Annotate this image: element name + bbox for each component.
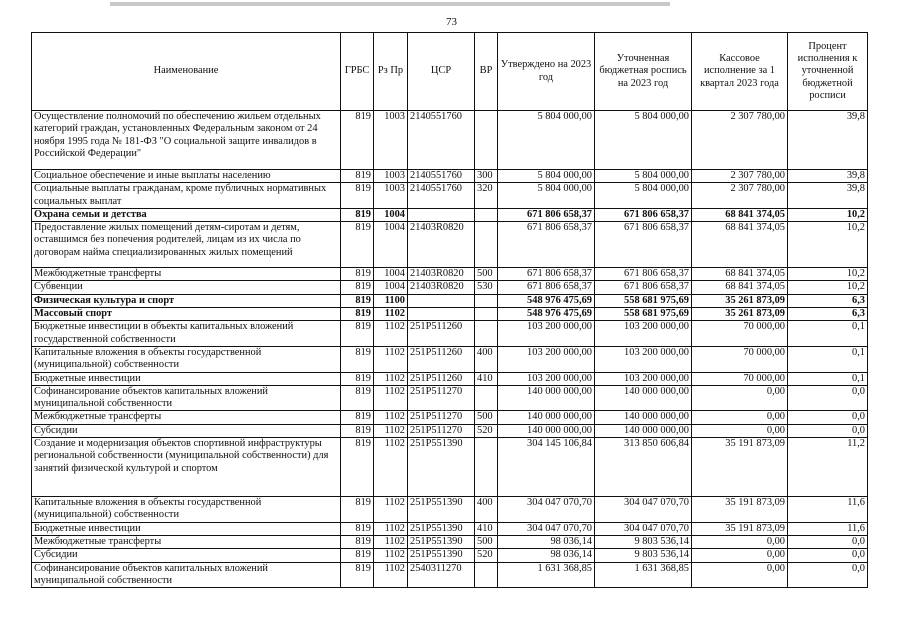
page-number: 73 xyxy=(446,16,457,28)
cell-vr: 400 xyxy=(475,497,498,523)
cell-name: Бюджетные инвестиции xyxy=(32,522,341,535)
cell-name: Бюджетные инвестиции xyxy=(32,372,341,385)
cell-vr: 530 xyxy=(475,281,498,294)
cell-csr xyxy=(408,208,475,221)
cell-refined: 9 803 536,14 xyxy=(595,535,692,548)
cell-name: Создание и модернизация объектов спортивной инфраструктуры региональной собственности (муниципальной собственности) для занятий физической культурой и спортом xyxy=(32,438,341,497)
cell-vr xyxy=(475,308,498,321)
header-refined: Уточненная бюджетная роспись на 2023 год xyxy=(595,33,692,111)
cell-grbs: 819 xyxy=(341,208,374,221)
cell-vr: 410 xyxy=(475,522,498,535)
header-csr: ЦСР xyxy=(408,33,475,111)
cell-rz-pr: 1004 xyxy=(374,208,408,221)
table-row xyxy=(32,549,868,562)
cell-cash: 0,00 xyxy=(692,424,788,437)
cell-refined: 140 000 000,00 xyxy=(595,411,692,424)
cell-refined: 671 806 658,37 xyxy=(595,281,692,294)
cell-percent: 6,3 xyxy=(788,308,868,321)
cell-approved: 103 200 000,00 xyxy=(498,321,595,347)
cell-cash: 0,00 xyxy=(692,385,788,411)
cell-name: Социальное обеспечение и иные выплаты населению xyxy=(32,170,341,183)
cell-approved: 5 804 000,00 xyxy=(498,183,595,209)
cell-approved: 548 976 475,69 xyxy=(498,294,595,307)
cell-refined: 313 850 606,84 xyxy=(595,438,692,497)
table-row xyxy=(32,268,868,281)
cell-approved: 1 631 368,85 xyxy=(498,562,595,588)
cell-cash: 68 841 374,05 xyxy=(692,208,788,221)
cell-csr: 21403R0820 xyxy=(408,281,475,294)
cell-percent: 0,0 xyxy=(788,535,868,548)
cell-vr xyxy=(475,321,498,347)
cell-approved: 304 047 070,70 xyxy=(498,497,595,523)
cell-refined: 558 681 975,69 xyxy=(595,308,692,321)
cell-refined: 9 803 536,14 xyxy=(595,549,692,562)
cell-approved: 671 806 658,37 xyxy=(498,208,595,221)
cell-name: Предоставление жилых помещений детям-сиротам и детям, оставшимся без попечения родителей, лицам из их числа по договорам найма специализированных жилых помещений xyxy=(32,222,341,268)
cell-vr: 500 xyxy=(475,535,498,548)
table-row xyxy=(32,522,868,535)
cell-grbs: 819 xyxy=(341,281,374,294)
cell-percent: 10,2 xyxy=(788,222,868,268)
cell-csr: 251P511270 xyxy=(408,411,475,424)
table-row xyxy=(32,183,868,209)
cell-cash: 68 841 374,05 xyxy=(692,281,788,294)
cell-csr: 21403R0820 xyxy=(408,222,475,268)
cell-vr xyxy=(475,385,498,411)
cell-rz-pr: 1102 xyxy=(374,411,408,424)
cell-percent: 0,0 xyxy=(788,549,868,562)
cell-name: Социальные выплаты гражданам, кроме публичных нормативных социальных выплат xyxy=(32,183,341,209)
cell-vr: 500 xyxy=(475,268,498,281)
cell-percent: 0,1 xyxy=(788,346,868,372)
cell-refined: 140 000 000,00 xyxy=(595,424,692,437)
cell-approved: 671 806 658,37 xyxy=(498,281,595,294)
cell-grbs: 819 xyxy=(341,424,374,437)
cell-rz-pr: 1102 xyxy=(374,424,408,437)
table-row xyxy=(32,497,868,523)
cell-approved: 671 806 658,37 xyxy=(498,222,595,268)
cell-cash: 35 261 873,09 xyxy=(692,308,788,321)
table-row xyxy=(32,222,868,268)
cell-csr: 2140551760 xyxy=(408,111,475,170)
cell-percent: 11,6 xyxy=(788,497,868,523)
scan-artifact-top xyxy=(110,2,670,6)
header-approved: Утверждено на 2023 год xyxy=(498,33,595,111)
cell-rz-pr: 1004 xyxy=(374,281,408,294)
cell-name: Межбюджетные трансферты xyxy=(32,411,341,424)
cell-vr: 320 xyxy=(475,183,498,209)
cell-cash: 68 841 374,05 xyxy=(692,222,788,268)
cell-refined: 103 200 000,00 xyxy=(595,372,692,385)
cell-csr: 251P551390 xyxy=(408,535,475,548)
cell-grbs: 819 xyxy=(341,222,374,268)
cell-vr xyxy=(475,222,498,268)
table-body xyxy=(32,111,868,588)
cell-approved: 5 804 000,00 xyxy=(498,170,595,183)
cell-name: Капитальные вложения в объекты государственной (муниципальной) собственности xyxy=(32,346,341,372)
cell-percent: 39,8 xyxy=(788,111,868,170)
cell-vr: 520 xyxy=(475,424,498,437)
cell-grbs: 819 xyxy=(341,535,374,548)
cell-approved: 304 047 070,70 xyxy=(498,522,595,535)
cell-csr: 251P551390 xyxy=(408,522,475,535)
cell-percent: 0,1 xyxy=(788,372,868,385)
header-name: Наименование xyxy=(32,33,341,111)
cell-refined: 558 681 975,69 xyxy=(595,294,692,307)
cell-percent: 10,2 xyxy=(788,268,868,281)
cell-refined: 103 200 000,00 xyxy=(595,321,692,347)
cell-percent: 39,8 xyxy=(788,183,868,209)
cell-cash: 0,00 xyxy=(692,535,788,548)
cell-cash: 0,00 xyxy=(692,549,788,562)
cell-refined: 5 804 000,00 xyxy=(595,111,692,170)
cell-cash: 2 307 780,00 xyxy=(692,183,788,209)
cell-rz-pr: 1102 xyxy=(374,549,408,562)
cell-percent: 39,8 xyxy=(788,170,868,183)
table-row xyxy=(32,424,868,437)
cell-rz-pr: 1102 xyxy=(374,535,408,548)
cell-grbs: 819 xyxy=(341,562,374,588)
cell-refined: 671 806 658,37 xyxy=(595,268,692,281)
cell-rz-pr: 1102 xyxy=(374,321,408,347)
table-row xyxy=(32,281,868,294)
table-row xyxy=(32,308,868,321)
cell-grbs: 819 xyxy=(341,372,374,385)
cell-csr: 2540311270 xyxy=(408,562,475,588)
cell-rz-pr: 1100 xyxy=(374,294,408,307)
table-row xyxy=(32,411,868,424)
cell-name: Осуществление полномочий по обеспечению жильем отдельных категорий граждан, установленных Федеральным законом от 24 ноября 1995 года № 181-ФЗ "О социальной защите инвалидов в Российской Федерации" xyxy=(32,111,341,170)
cell-grbs: 819 xyxy=(341,522,374,535)
table-row xyxy=(32,294,868,307)
cell-cash: 0,00 xyxy=(692,411,788,424)
cell-grbs: 819 xyxy=(341,346,374,372)
cell-rz-pr: 1102 xyxy=(374,562,408,588)
cell-grbs: 819 xyxy=(341,321,374,347)
cell-cash: 70 000,00 xyxy=(692,372,788,385)
cell-vr: 500 xyxy=(475,411,498,424)
cell-percent: 10,2 xyxy=(788,281,868,294)
cell-name: Межбюджетные трансферты xyxy=(32,268,341,281)
cell-refined: 5 804 000,00 xyxy=(595,183,692,209)
cell-refined: 140 000 000,00 xyxy=(595,385,692,411)
cell-approved: 103 200 000,00 xyxy=(498,346,595,372)
cell-percent: 0,0 xyxy=(788,424,868,437)
cell-refined: 304 047 070,70 xyxy=(595,497,692,523)
cell-vr xyxy=(475,294,498,307)
cell-name: Массовый спорт xyxy=(32,308,341,321)
cell-cash: 35 191 873,09 xyxy=(692,497,788,523)
cell-approved: 140 000 000,00 xyxy=(498,411,595,424)
cell-vr: 520 xyxy=(475,549,498,562)
cell-approved: 671 806 658,37 xyxy=(498,268,595,281)
cell-refined: 671 806 658,37 xyxy=(595,208,692,221)
cell-percent: 0,0 xyxy=(788,411,868,424)
cell-name: Софинансирование объектов капитальных вложений муниципальной собственности xyxy=(32,562,341,588)
cell-name: Капитальные вложения в объекты государственной (муниципальной) собственности xyxy=(32,497,341,523)
cell-cash: 2 307 780,00 xyxy=(692,111,788,170)
table-row xyxy=(32,562,868,588)
cell-csr: 251P511260 xyxy=(408,346,475,372)
cell-grbs: 819 xyxy=(341,183,374,209)
cell-cash: 70 000,00 xyxy=(692,321,788,347)
cell-rz-pr: 1003 xyxy=(374,170,408,183)
cell-name: Софинансирование объектов капитальных вложений муниципальной собственности xyxy=(32,385,341,411)
table-row xyxy=(32,372,868,385)
cell-name: Межбюджетные трансферты xyxy=(32,535,341,548)
cell-rz-pr: 1102 xyxy=(374,438,408,497)
cell-name: Охрана семьи и детства xyxy=(32,208,341,221)
cell-grbs: 819 xyxy=(341,497,374,523)
cell-rz-pr: 1102 xyxy=(374,372,408,385)
cell-csr: 251P551390 xyxy=(408,438,475,497)
cell-approved: 304 145 106,84 xyxy=(498,438,595,497)
cell-approved: 140 000 000,00 xyxy=(498,424,595,437)
cell-vr xyxy=(475,111,498,170)
cell-cash: 35 261 873,09 xyxy=(692,294,788,307)
table-row xyxy=(32,321,868,347)
cell-refined: 1 631 368,85 xyxy=(595,562,692,588)
table-row xyxy=(32,346,868,372)
table-row xyxy=(32,385,868,411)
cell-refined: 103 200 000,00 xyxy=(595,346,692,372)
cell-vr: 300 xyxy=(475,170,498,183)
cell-csr: 251P511270 xyxy=(408,424,475,437)
cell-rz-pr: 1102 xyxy=(374,497,408,523)
header-vr: ВР xyxy=(475,33,498,111)
cell-percent: 0,1 xyxy=(788,321,868,347)
cell-refined: 5 804 000,00 xyxy=(595,170,692,183)
table-row xyxy=(32,208,868,221)
cell-rz-pr: 1102 xyxy=(374,346,408,372)
cell-csr: 21403R0820 xyxy=(408,268,475,281)
cell-rz-pr: 1004 xyxy=(374,222,408,268)
cell-approved: 103 200 000,00 xyxy=(498,372,595,385)
cell-cash: 0,00 xyxy=(692,562,788,588)
cell-cash: 70 000,00 xyxy=(692,346,788,372)
cell-rz-pr: 1003 xyxy=(374,183,408,209)
cell-refined: 304 047 070,70 xyxy=(595,522,692,535)
cell-name: Субвенции xyxy=(32,281,341,294)
cell-grbs: 819 xyxy=(341,268,374,281)
cell-vr xyxy=(475,208,498,221)
cell-cash: 68 841 374,05 xyxy=(692,268,788,281)
cell-percent: 11,2 xyxy=(788,438,868,497)
cell-vr xyxy=(475,562,498,588)
header-rz-pr: Рз Пр xyxy=(374,33,408,111)
cell-csr: 251P511260 xyxy=(408,372,475,385)
cell-percent: 10,2 xyxy=(788,208,868,221)
cell-csr xyxy=(408,308,475,321)
cell-cash: 2 307 780,00 xyxy=(692,170,788,183)
cell-csr: 2140551760 xyxy=(408,183,475,209)
cell-approved: 140 000 000,00 xyxy=(498,385,595,411)
cell-approved: 548 976 475,69 xyxy=(498,308,595,321)
cell-percent: 6,3 xyxy=(788,294,868,307)
cell-vr xyxy=(475,438,498,497)
cell-rz-pr: 1102 xyxy=(374,522,408,535)
cell-grbs: 819 xyxy=(341,294,374,307)
cell-approved: 5 804 000,00 xyxy=(498,111,595,170)
cell-csr: 251P551390 xyxy=(408,497,475,523)
table-row xyxy=(32,535,868,548)
cell-approved: 98 036,14 xyxy=(498,549,595,562)
cell-rz-pr: 1102 xyxy=(374,385,408,411)
budget-table xyxy=(31,32,868,588)
cell-grbs: 819 xyxy=(341,111,374,170)
cell-vr: 400 xyxy=(475,346,498,372)
cell-name: Субсидии xyxy=(32,424,341,437)
cell-cash: 35 191 873,09 xyxy=(692,438,788,497)
cell-csr: 251P551390 xyxy=(408,549,475,562)
cell-csr: 251P511270 xyxy=(408,385,475,411)
cell-refined: 671 806 658,37 xyxy=(595,222,692,268)
cell-rz-pr: 1102 xyxy=(374,308,408,321)
cell-grbs: 819 xyxy=(341,308,374,321)
table-row xyxy=(32,111,868,170)
cell-rz-pr: 1003 xyxy=(374,111,408,170)
cell-name: Бюджетные инвестиции в объекты капитальных вложений государственной собственности xyxy=(32,321,341,347)
cell-grbs: 819 xyxy=(341,411,374,424)
cell-percent: 11,6 xyxy=(788,522,868,535)
header-percent: Процент исполнения к уточненной бюджетной росписи xyxy=(788,33,868,111)
cell-rz-pr: 1004 xyxy=(374,268,408,281)
header-cash: Кассовое исполнение за 1 квартал 2023 года xyxy=(692,33,788,111)
cell-approved: 98 036,14 xyxy=(498,535,595,548)
cell-csr: 251P511260 xyxy=(408,321,475,347)
cell-name: Физическая культура и спорт xyxy=(32,294,341,307)
cell-grbs: 819 xyxy=(341,438,374,497)
cell-percent: 0,0 xyxy=(788,562,868,588)
table-row xyxy=(32,170,868,183)
cell-percent: 0,0 xyxy=(788,385,868,411)
cell-cash: 35 191 873,09 xyxy=(692,522,788,535)
header-row xyxy=(32,33,868,111)
table-row xyxy=(32,438,868,497)
cell-vr: 410 xyxy=(475,372,498,385)
cell-grbs: 819 xyxy=(341,170,374,183)
header-grbs: ГРБС xyxy=(341,33,374,111)
cell-grbs: 819 xyxy=(341,385,374,411)
cell-csr: 2140551760 xyxy=(408,170,475,183)
cell-grbs: 819 xyxy=(341,549,374,562)
cell-name: Субсидии xyxy=(32,549,341,562)
cell-csr xyxy=(408,294,475,307)
